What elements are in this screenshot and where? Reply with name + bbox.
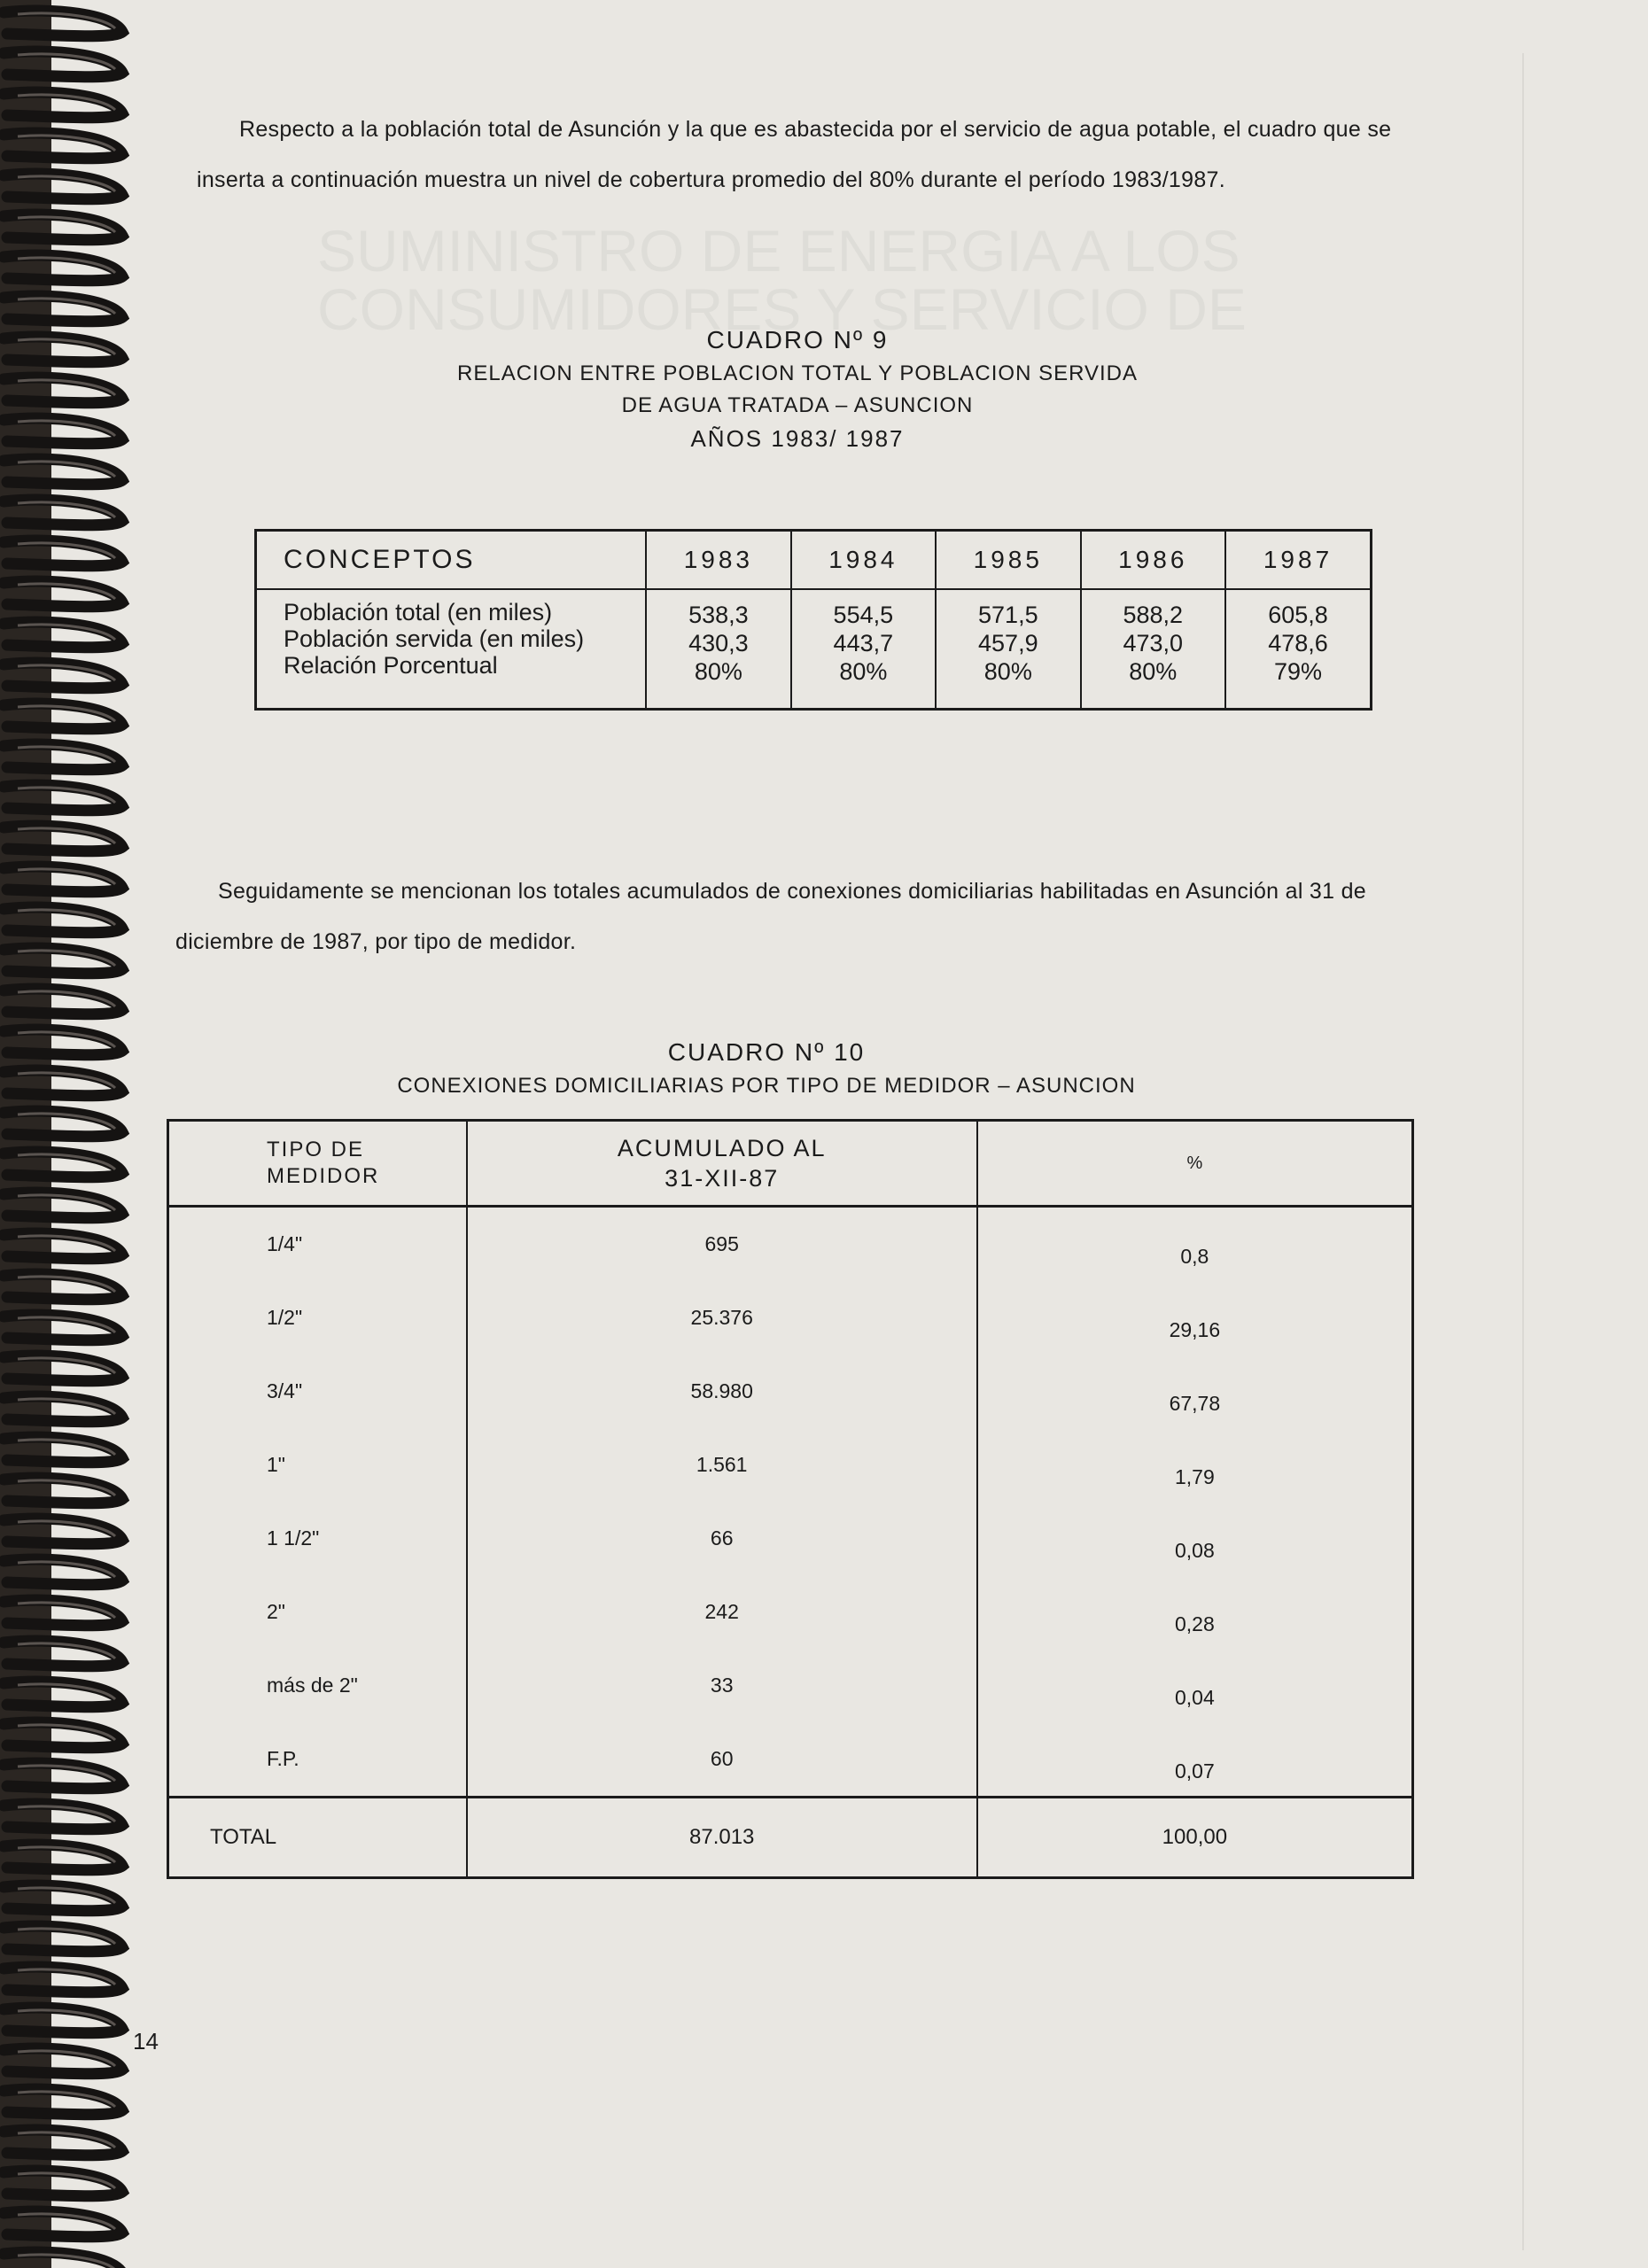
header-conceptos: CONCEPTOS — [256, 531, 647, 590]
value-percent: 80% — [839, 658, 888, 685]
header-acumulado-line2: 31-XII-87 — [665, 1165, 780, 1192]
year-values-cell — [646, 589, 790, 710]
cuadro-10-header-row — [168, 1121, 1413, 1207]
year-values-cell — [1081, 589, 1225, 710]
total-percent: 100,00 — [977, 1798, 1413, 1878]
row-label: Relación Porcentual — [284, 652, 498, 679]
header-year: 1987 — [1225, 531, 1371, 590]
value-served: 473,0 — [1123, 630, 1184, 656]
value-percent: 80% — [694, 658, 742, 685]
header-year: 1986 — [1081, 531, 1225, 590]
acumulado-cell: 58.980 — [467, 1355, 977, 1428]
table-row — [168, 1355, 1413, 1428]
value-total: 588,2 — [1123, 602, 1184, 628]
value-total: 605,8 — [1268, 602, 1328, 628]
year-values-cell — [791, 589, 936, 710]
percent-cell: 0,04 — [977, 1649, 1413, 1722]
cuadro-9-caption — [354, 326, 1240, 460]
header-tipo-line2: MEDIDOR — [267, 1164, 380, 1188]
value-total: 538,3 — [688, 602, 749, 628]
acumulado-cell: 66 — [467, 1502, 977, 1575]
total-row — [168, 1798, 1413, 1878]
cuadro-9-table — [254, 529, 1372, 711]
table-row — [168, 1428, 1413, 1502]
cuadro-9-data-row — [256, 589, 1372, 710]
table-row — [168, 1502, 1413, 1575]
intro-paragraph — [197, 105, 1459, 206]
value-total: 571,5 — [978, 602, 1038, 628]
value-served: 443,7 — [833, 630, 894, 656]
tipo-cell: F.P. — [168, 1722, 467, 1798]
bleed-through-shadow — [317, 221, 1247, 338]
cuadro-10-number: CUADRO Nº 10 — [667, 1038, 866, 1066]
percent-cell: 0,08 — [977, 1502, 1413, 1575]
row-label: Población servida (en miles) — [284, 625, 585, 652]
tipo-cell: 1 1/2" — [168, 1502, 467, 1575]
tipo-cell: 1" — [168, 1428, 467, 1502]
row-labels-cell — [256, 589, 647, 710]
header-tipo-medidor — [168, 1121, 467, 1207]
value-percent: 79% — [1273, 658, 1323, 685]
percent-cell: 0,07 — [977, 1722, 1413, 1798]
tipo-cell: 3/4" — [168, 1355, 467, 1428]
cuadro-9-header-row — [256, 531, 1372, 590]
table-row — [168, 1575, 1413, 1649]
cuadro-10-caption — [266, 1038, 1267, 1106]
spiral-binding — [0, 0, 142, 2268]
header-year: 1985 — [936, 531, 1080, 590]
header-acumulado-line1: ACUMULADO AL — [617, 1135, 827, 1161]
percent-cell: 1,79 — [977, 1428, 1413, 1502]
tipo-cell: 1/2" — [168, 1281, 467, 1355]
year-values-cell — [1225, 589, 1371, 710]
cuadro-10-table — [167, 1119, 1414, 1879]
table-row — [168, 1281, 1413, 1355]
tipo-cell: más de 2" — [168, 1649, 467, 1722]
acumulado-cell: 242 — [467, 1575, 977, 1649]
second-paragraph — [175, 866, 1425, 967]
value-served: 478,6 — [1268, 630, 1328, 656]
header-acumulado — [467, 1121, 977, 1207]
page-number: 14 — [133, 2028, 159, 2054]
year-values-cell — [936, 589, 1080, 710]
row-label: Población total (en miles) — [284, 599, 553, 625]
cuadro-9-title-line2: DE AGUA TRATADA – ASUNCION — [621, 393, 974, 417]
acumulado-cell: 60 — [467, 1722, 977, 1798]
value-percent: 80% — [983, 658, 1032, 685]
header-year: 1983 — [646, 531, 790, 590]
acumulado-cell: 33 — [467, 1649, 977, 1722]
bleed-through-rule — [1522, 53, 1524, 2250]
cuadro-9-number: CUADRO Nº 9 — [706, 326, 889, 353]
percent-cell: 0,8 — [977, 1207, 1413, 1282]
acumulado-cell: 25.376 — [467, 1281, 977, 1355]
header-percent: % — [977, 1121, 1413, 1207]
value-served: 457,9 — [978, 630, 1038, 656]
percent-cell: 0,28 — [977, 1575, 1413, 1649]
percent-cell: 29,16 — [977, 1281, 1413, 1355]
second-paragraph-text: Seguidamente se mencionan los totales acumulados de conexiones domiciliarias habilitadas en Asunción al 31 de diciembre de 1987, por tipo de medidor. — [175, 879, 1366, 954]
acumulado-cell: 1.561 — [467, 1428, 977, 1502]
cuadro-10-title: CONEXIONES DOMICILIARIAS POR TIPO DE MEDIDOR – ASUNCION — [397, 1074, 1136, 1098]
acumulado-cell: 695 — [467, 1207, 977, 1282]
intro-paragraph-text: Respecto a la población total de Asunción y la que es abastecida por el servicio de agua potable, el cuadro que se inserta a continuación muestra un nivel de cobertura promedio del 80% durante el período 1983/1987. — [197, 117, 1392, 192]
total-label: TOTAL — [168, 1798, 467, 1878]
value-served: 430,3 — [688, 630, 749, 656]
header-year: 1984 — [791, 531, 936, 590]
table-row — [168, 1207, 1413, 1282]
tipo-cell: 2" — [168, 1575, 467, 1649]
cuadro-9-title-line3: AÑOS 1983/ 1987 — [690, 425, 905, 452]
total-acumulado: 87.013 — [467, 1798, 977, 1878]
value-total: 554,5 — [833, 602, 894, 628]
cuadro-9-title-line1: RELACION ENTRE POBLACION TOTAL Y POBLACION SERVIDA — [457, 361, 1138, 385]
table-row — [168, 1649, 1413, 1722]
header-tipo-line1: TIPO DE — [267, 1138, 365, 1161]
percent-cell: 67,78 — [977, 1355, 1413, 1428]
value-percent: 80% — [1129, 658, 1178, 685]
table-row — [168, 1722, 1413, 1798]
tipo-cell: 1/4" — [168, 1207, 467, 1282]
